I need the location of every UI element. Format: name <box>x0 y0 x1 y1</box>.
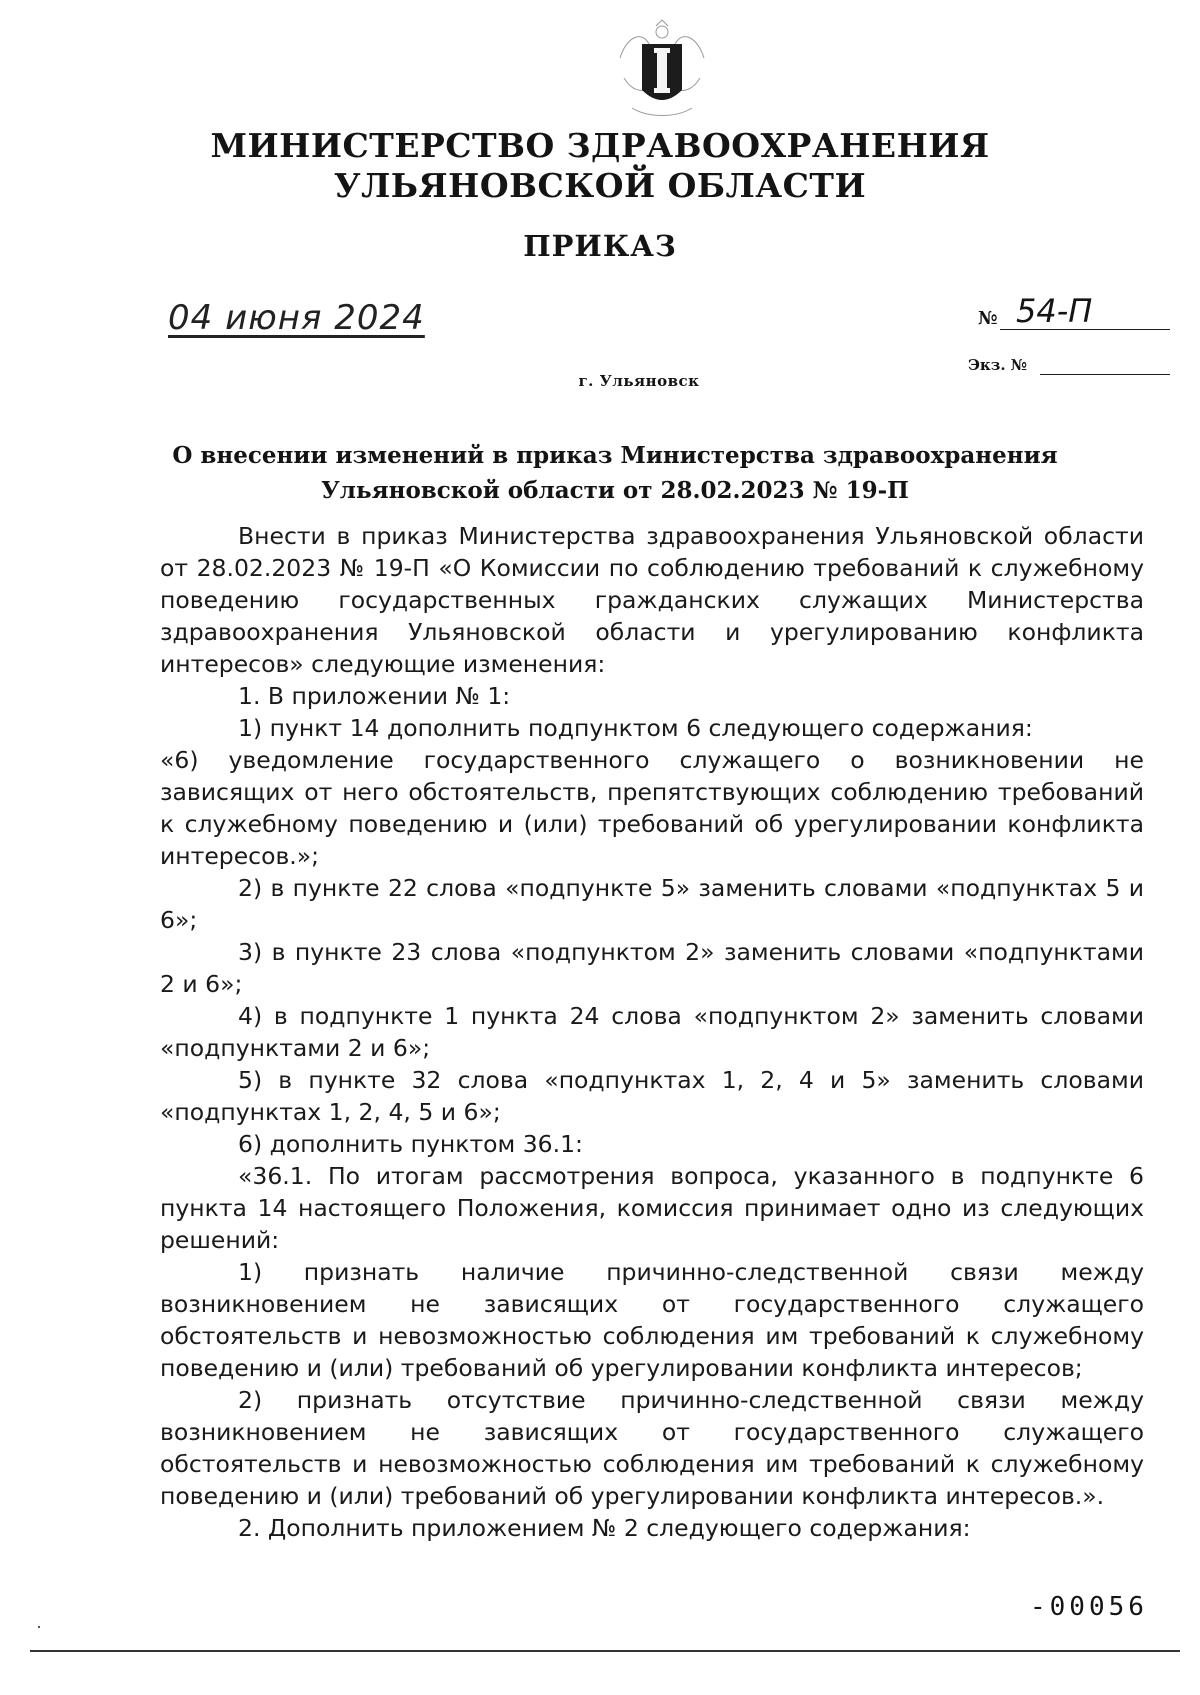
document-type: ПРИКАЗ <box>523 229 677 263</box>
page-code-stamp: -00056 <box>1030 1592 1148 1622</box>
coat-of-arms-emblem <box>612 18 712 128</box>
item-1-6: 6) дополнить пунктом 36.1: <box>238 1130 583 1158</box>
item-1-6-text: «36.1. По итогам рассмотрения вопроса, указанного в подпункте 6 пункта 14 настоящего Положения, комиссия принимает одно из следующих решений: <box>160 1162 1144 1254</box>
decision-2: 2) признать отсутствие причинно-следственной связи между возникновением не зависящих от государственного служащего обстоятельств и невозможностью соблюдения им требований к служебному поведению и (или) требований об урегулировании конфликта интересов.». <box>160 1386 1144 1510</box>
item-1-5: 5) в пункте 32 слова «подпунктах 1, 2, 4 и 5» заменить словами «подпунктах 1, 2, 4, 5 и 6»; <box>160 1066 1144 1126</box>
decision-1: 1) признать наличие причинно-следственной связи между возникновением не зависящих от государственного служащего обстоятельств и невозможностью соблюдения им требований к служебному поведению и (или) требований об урегулировании конфликта интересов; <box>160 1258 1144 1382</box>
order-number-label: № <box>978 308 998 329</box>
order-subject-line2: Ульяновской области от 28.02.2023 № 19-П <box>321 477 909 504</box>
ministry-title <box>0 126 1200 206</box>
ministry-title-line2: УЛЬЯНОВСКОЙ ОБЛАСТИ <box>333 166 867 205</box>
copy-number-label: Экз. № <box>968 356 1028 374</box>
item-1-1-text: «6) уведомление государственного служащего о возникновении не зависящих от него обстоятельств, препятствующих соблюдению требований к служебному поведению и (или) требований об урегулировании конфликта интересов.»; <box>160 746 1144 870</box>
order-number <box>978 292 1170 332</box>
city: г. Ульяновск <box>578 372 700 390</box>
order-subject-line1: О внесении изменений в приказ Министерства здравоохранения <box>172 442 1058 469</box>
intro-paragraph: Внести в приказ Министерства здравоохранения Ульяновской области от 28.02.2023 № 19-П «О Комиссии по соблюдению требований к служебному поведению государственных гражданских служащих Министерства здравоохранения Ульяновской области и урегулированию конфликта интересов» следующие изменения: <box>160 522 1144 678</box>
item-1-1: 1) пункт 14 дополнить подпунктом 6 следующего содержания: <box>238 714 1033 742</box>
ministry-title-line1: МИНИСТЕРСТВО ЗДРАВООХРАНЕНИЯ <box>210 126 990 165</box>
order-subject <box>150 438 1080 508</box>
order-number-value: 54-П <box>1016 292 1093 330</box>
item-1-2: 2) в пункте 22 слова «подпункте 5» заменить словами «подпунктах 5 и 6»; <box>160 874 1144 934</box>
scan-speck <box>38 1626 40 1628</box>
item-1-3: 3) в пункте 23 слова «подпунктом 2» заменить словами «подпунктами 2 и 6»; <box>160 938 1144 998</box>
bottom-rule <box>30 1650 1180 1652</box>
order-number-line <box>1000 329 1170 330</box>
item-1-4: 4) в подпункте 1 пункта 24 слова «подпунктом 2» заменить словами «подпунктами 2 и 6»; <box>160 1002 1144 1062</box>
item-2: 2. Дополнить приложением № 2 следующего содержания: <box>238 1514 971 1542</box>
item-1: 1. В приложении № 1: <box>238 682 511 710</box>
handwritten-date: 04 июня 2024 <box>168 298 425 338</box>
order-body <box>160 520 1144 1544</box>
